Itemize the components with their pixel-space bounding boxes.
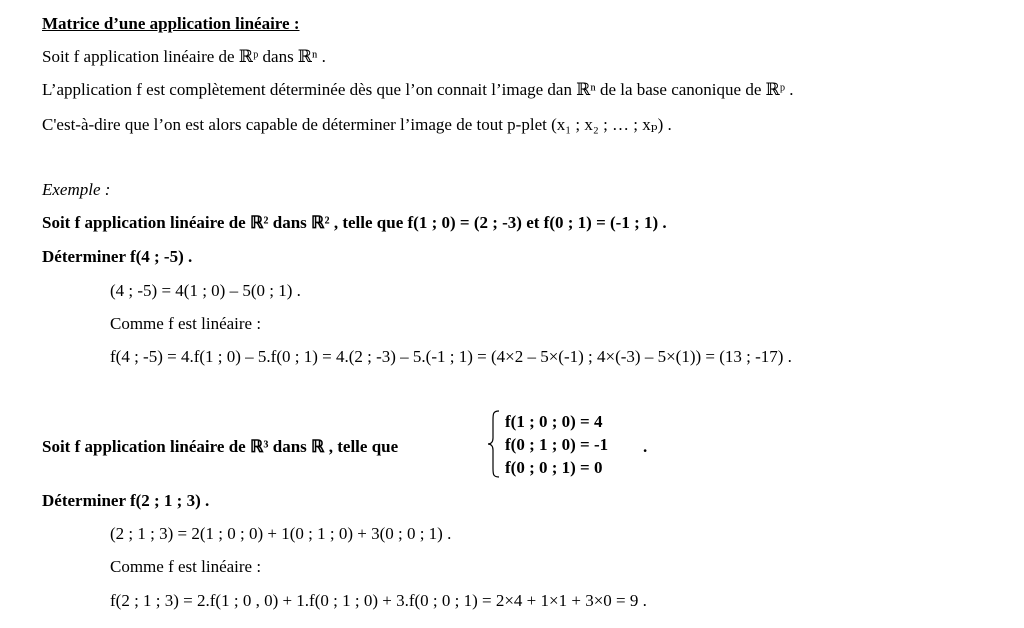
example1-statement: Soit f application linéaire de ℝ² dans ℝ² , telle que f(1 ; 0) = (2 ; -3) et f(0 ; 1) = (-1 ; 1) . xyxy=(42,213,667,232)
left-brace-icon xyxy=(487,410,501,478)
example1-step-3: f(4 ; -5) = 4.f(1 ; 0) – 5.f(0 ; 1) = 4.(2 ; -3) – 5.(-1 ; 1) = (4×2 – 5×(-1) ; 4×(-3) – 5×(1)) = (13 ; -17) . xyxy=(110,347,792,366)
system-equation-2: f(0 ; 1 ; 0) = -1 xyxy=(505,435,609,454)
example2-step-3: f(2 ; 1 ; 3) = 2.f(1 ; 0 , 0) + 1.f(0 ; 1 ; 0) + 3.f(0 ; 0 ; 1) = 2×4 + 1×1 + 3×0 = 9 . xyxy=(110,591,647,610)
system-end-period: . xyxy=(643,437,648,456)
example2-step-1: (2 ; 1 ; 3) = 2(1 ; 0 ; 0) + 1(0 ; 1 ; 0) + 3(0 ; 0 ; 1) . xyxy=(110,524,452,543)
example2-step-2: Comme f est linéaire : xyxy=(110,557,262,576)
intro-line-3: C'est-à-dire que l’on est alors capable de déterminer l’image de tout p-plet (x₁ ; x₂ ; … ; xₚ) . xyxy=(42,115,672,134)
example2-question: Déterminer f(2 ; 1 ; 3) . xyxy=(42,491,210,510)
example1-question: Déterminer f(4 ; -5) . xyxy=(42,247,193,266)
system-equation-1: f(1 ; 0 ; 0) = 4 xyxy=(505,412,603,431)
example1-step-2: Comme f est linéaire : xyxy=(110,314,262,333)
system-equation-3: f(0 ; 0 ; 1) = 0 xyxy=(505,458,603,477)
example-label: Exemple : xyxy=(42,180,111,199)
intro-line-2: L’application f est complètement déterminée dès que l’on connait l’image dan ℝⁿ de la base canonique de ℝᵖ . xyxy=(42,80,794,99)
section-title: Matrice d’une application linéaire : xyxy=(42,14,300,33)
example1-step-1: (4 ; -5) = 4(1 ; 0) – 5(0 ; 1) . xyxy=(110,281,301,300)
intro-line-1: Soit f application linéaire de ℝᵖ dans ℝⁿ . xyxy=(42,47,326,66)
example2-statement: Soit f application linéaire de ℝ³ dans ℝ , telle que xyxy=(42,437,399,456)
